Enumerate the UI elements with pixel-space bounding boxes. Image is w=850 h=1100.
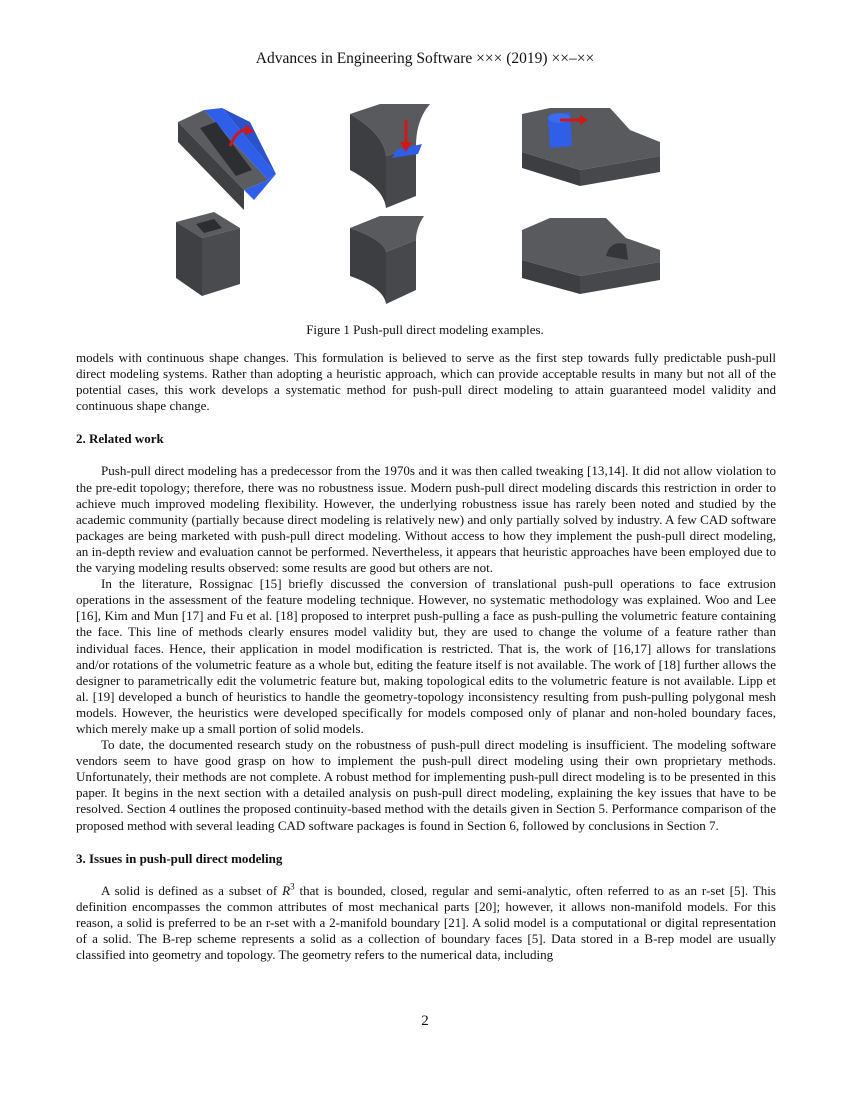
body-text: [76, 350, 776, 963]
figure-caption: Figure 1 Push-pull direct modeling examples.: [306, 322, 544, 337]
section-3-paragraph-1: [76, 883, 776, 963]
stepped-block-after: [522, 218, 660, 294]
curved-block-after: [350, 216, 424, 304]
section-2-heading: 2. Related work: [76, 431, 164, 447]
stepped-block-before: [522, 108, 660, 186]
curved-block-before: [350, 104, 430, 208]
section-3-heading: 3. Issues in push-pull direct modeling: [76, 850, 283, 866]
figure-1-illustration: [160, 100, 680, 310]
running-head: Advances in Engineering Software ××× (2019) ××–××: [255, 50, 595, 67]
section-2-paragraph-3: To date, the documented research study on the robustness of push-pull direct modeling is insufficient. The modeling software vendors seem to have good grasp on how to implement the push-pull direct modeling using their own proprietary methods. Unfortunately, their methods are not complete. A robust method for implementing push-pull direct modeling is to be presented in this paper. It begins in the next section with a detailed analysis on push-pull direct modeling, explaining the key issues that have to be resolved. Section 4 outlines the proposed continuity-based method with the details given in Section 5. Performance comparison of the proposed method with several leading CAD software packages is found in Section 6, followed by conclusions in Section 7.: [76, 737, 776, 833]
section-3-text-after: that is bounded, closed, regular and semi-analytic, often referred to as an r-set [5]. This definition encompasses the common attributes of most mechanical parts [20]; however, it allows non-manifold models. For this reason, a solid is preferred to be an r-set with a 2-manifold boundary [21]. A solid model is a computational or digital representation of a solid. The B-rep scheme represents a solid as a collection of boundary faces [5]. Data stored in a B-rep model are usually classified into geometry and topology. The geometry refers to the numerical data, including: [76, 882, 777, 963]
square-hole-block-after: [176, 212, 240, 296]
section-3-text-before: A solid is defined as a subset of: [101, 882, 283, 898]
intro-paragraph: models with continuous shape changes. This formulation is believed to serve as the first step towards fully predictable push-pull direct modeling systems. Rather than adopting a heuristic approach, which can provide acceptable results in many but not all of the potential cases, this work develops a systematic method for push-pull direct modeling to attain guaranteed model validity and continuous shape change.: [76, 350, 776, 414]
section-2-paragraph-2: In the literature, Rossignac [15] briefly discussed the conversion of translational push-pull operations to face extrusion operations in the assessment of the feature modeling technique. However, no systematic methodology was explained. Woo and Lee [16], Kim and Mun [17] and Fu et al. [18] proposed to interpret push-pulling a face as push-pulling the volumetric feature containing the face. This line of methods clearly ensures model validity but, they are used to change the volume of a feature rather than individual faces. Hence, their application in model modification is restricted. That is, the work of [16,17] allows for translations and/or rotations of the volumetric feature as a whole but, editing the feature itself is not available. The work of [18] further allows the designer to parametrically edit the volumetric feature but, making topological edits to the volumetric feature is not available. Lipp et al. [19] developed a bunch of heuristics to handle the geometry-topology inconsistency resulting from push-pulling polygonal mesh models. However, the heuristics were developed specifically for models composed only of planar and non-holed boundary faces, which merely make up a small portion of solid models.: [76, 576, 776, 736]
section-2-paragraph-1: Push-pull direct modeling has a predecessor from the 1970s and it was then called tweaking [13,14]. It did not allow violation to the pre-edit topology; therefore, there was no robustness issue. Modern push-pull direct modeling discards this restriction in order to achieve much improved modeling flexibility. However, the underlying robustness issue has rarely been noted and studied by the academic community (partially because direct modeling is relatively new) and only partially solved by industry. A few CAD software packages are being marketed with push-pull direct modeling. Without access to how they implement the push-pull direct modeling, an in-depth review and evaluation cannot be performed. Nevertheless, it appears that heuristic approaches have been employed due to the varying modeling results observed: some results are good but others are not.: [76, 463, 776, 576]
figure-1: [160, 100, 680, 310]
page-number: 2: [421, 1013, 429, 1029]
math-exponent: 3: [290, 881, 295, 892]
math-symbol-r: R: [282, 882, 291, 898]
tilted-frame-before: [178, 108, 276, 210]
